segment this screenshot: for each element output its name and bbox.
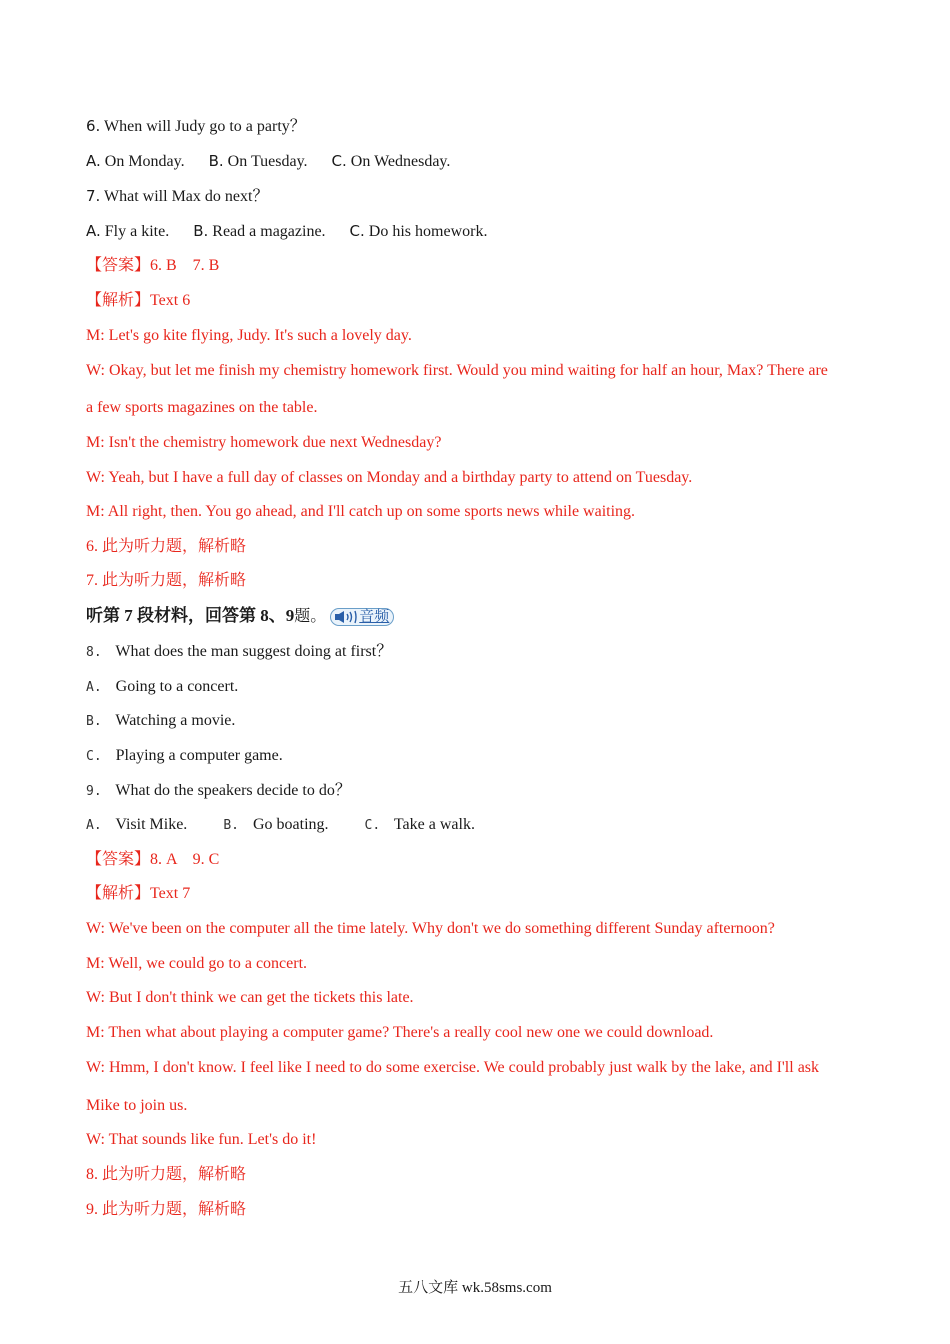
question-7 xyxy=(86,186,268,207)
answer-line: 【答案】6. B 7. B xyxy=(86,257,220,274)
question-8-option-b xyxy=(86,711,235,732)
option-letter: A. xyxy=(86,222,101,240)
option-text: Visit Mike. xyxy=(115,816,188,833)
question-number: 7. xyxy=(86,187,101,205)
analysis-note: 8. 此为听力题，解析略 xyxy=(86,1166,247,1183)
option-text: Do his homework. xyxy=(368,223,488,240)
section-heading-text: 听第 7 段材料，回答第 8、9 xyxy=(86,606,295,625)
dialogue-line: W: Okay, but let me finish my chemistry homework first. Would you mind waiting for half an hour, Max? There are xyxy=(86,362,828,379)
option-text: Read a magazine. xyxy=(212,223,326,240)
audio-button[interactable] xyxy=(330,608,394,626)
question-7-options xyxy=(86,221,487,242)
question-text: What will Max do next？ xyxy=(104,188,269,205)
option-letter: A. xyxy=(86,152,101,170)
question-6 xyxy=(86,116,306,137)
dialogue-line: M: Let's go kite flying, Judy. It's such a lovely day. xyxy=(86,327,412,344)
question-9 xyxy=(86,781,351,802)
option-text: On Tuesday. xyxy=(227,153,308,170)
speaker-icon xyxy=(333,610,359,624)
analysis-note: 9. 此为听力题，解析略 xyxy=(86,1201,247,1218)
question-number: 6. xyxy=(86,117,101,135)
analysis-note: 6. 此为听力题，解析略 xyxy=(86,538,247,555)
option-text: Take a walk. xyxy=(393,816,475,833)
section-heading xyxy=(86,606,394,627)
question-8-option-a xyxy=(86,677,238,698)
audio-label[interactable]: 音频 xyxy=(359,609,390,626)
option-letter: C. xyxy=(349,222,365,240)
option-letter: A. xyxy=(86,680,102,695)
option-text: Watching a movie. xyxy=(115,712,236,729)
option-text: On Monday. xyxy=(104,153,185,170)
section-heading-tail: 题。 xyxy=(294,608,327,625)
option-text: Going to a concert. xyxy=(115,678,239,695)
dialogue-line: a few sports magazines on the table. xyxy=(86,399,318,416)
option-text: Fly a kite. xyxy=(104,223,170,240)
analysis-note: 7. 此为听力题，解析略 xyxy=(86,572,247,589)
option-letter: C. xyxy=(331,152,347,170)
option-letter: B. xyxy=(193,222,209,240)
dialogue-line: M: All right, then. You go ahead, and I'll catch up on some sports news while waiting. xyxy=(86,503,636,520)
question-6-options xyxy=(86,151,450,172)
question-text: When will Judy go to a party？ xyxy=(104,118,306,135)
question-text: What does the man suggest doing at first？ xyxy=(115,643,393,660)
dialogue-line: W: That sounds like fun. Let's do it! xyxy=(86,1131,317,1148)
dialogue-line: Mike to join us. xyxy=(86,1097,188,1114)
page-footer: 五八文库 wk.58sms.com xyxy=(398,1280,552,1296)
question-number: 8. xyxy=(86,645,102,660)
question-number: 9. xyxy=(86,784,102,799)
dialogue-line: M: Then what about playing a computer game? There's a really cool new one we could download. xyxy=(86,1024,714,1041)
answer-line: 【答案】8. A 9. C xyxy=(86,851,220,868)
dialogue-line: W: We've been on the computer all the time lately. Why don't we do something different Sunday afternoon? xyxy=(86,920,775,937)
option-text: On Wednesday. xyxy=(350,153,451,170)
question-8-option-c xyxy=(86,746,283,767)
analysis-heading: 【解析】Text 6 xyxy=(86,292,191,309)
dialogue-line: W: But I don't think we can get the tickets this late. xyxy=(86,989,414,1006)
question-text: What do the speakers decide to do？ xyxy=(115,782,351,799)
analysis-heading: 【解析】Text 7 xyxy=(86,885,191,902)
option-letter: B. xyxy=(223,818,239,833)
dialogue-line: W: Hmm, I don't know. I feel like I need to do some exercise. We could probably just walk by the lake, and I'll ask xyxy=(86,1059,820,1076)
dialogue-line: W: Yeah, but I have a full day of classes on Monday and a birthday party to attend on Tuesday. xyxy=(86,469,693,486)
question-8 xyxy=(86,642,392,663)
option-letter: C. xyxy=(364,818,381,833)
option-letter: C. xyxy=(86,749,102,764)
option-letter: B. xyxy=(208,152,224,170)
option-text: Go boating. xyxy=(252,816,329,833)
dialogue-line: M: Isn't the chemistry homework due next Wednesday? xyxy=(86,434,442,451)
option-letter: B. xyxy=(86,714,102,729)
question-9-options xyxy=(86,815,475,836)
option-letter: A. xyxy=(86,818,102,833)
dialogue-line: M: Well, we could go to a concert. xyxy=(86,955,308,972)
option-text: Playing a computer game. xyxy=(115,747,283,764)
